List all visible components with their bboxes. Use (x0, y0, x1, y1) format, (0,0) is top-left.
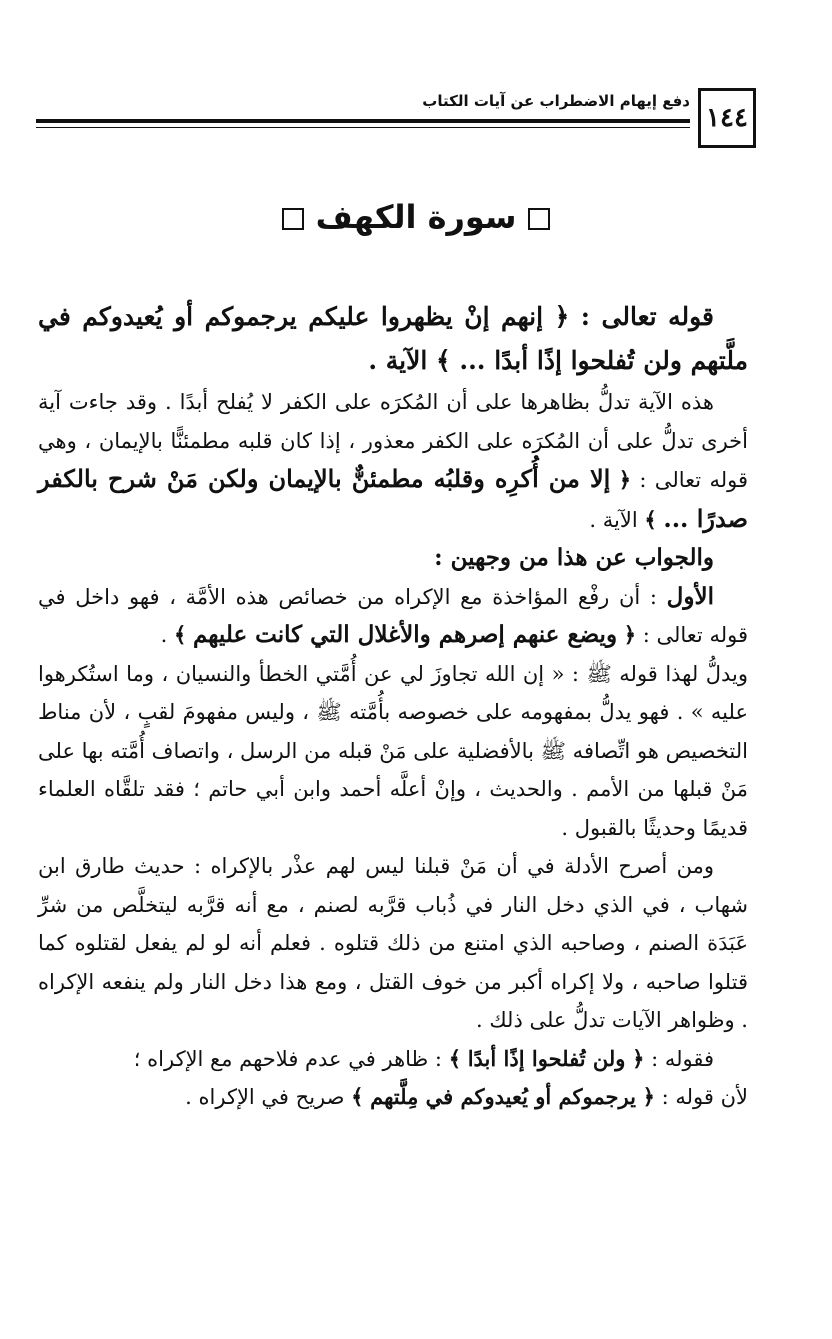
running-header: دفع إيهام الاضطراب عن آيات الكتاب (422, 92, 690, 110)
quran-verse: إلا من أُكرِه وقلبُه مطمئنٌّ بالإيمان ولكن مَنْ شرح بالكفر صدرًا ... (38, 464, 748, 533)
square-ornament-icon (282, 208, 304, 230)
quran-verse: يرجموكم أو يُعيدوكم في مِلَّتهم (370, 1084, 636, 1109)
quran-verse: إنهم إنْ يظهروا عليكم يرجموكم أو يُعيدوكم في ملَّتهم ولن تُفلحوا إذًا أبدًا ... (38, 302, 748, 375)
header-rule-thin (36, 127, 690, 128)
point-label: الأول (666, 582, 714, 610)
quran-bracket-close: ﴾ (644, 506, 657, 532)
verse-tail: : ظاهر في عدم فلاحهم مع الإكراه ؛ (133, 1046, 443, 1071)
verse-tail: . (160, 623, 168, 647)
verse-intro: لأن قوله : (661, 1085, 748, 1109)
paragraph-evidence: ومن أصرح الأدلة في أن مَنْ قبلنا ليس لهم عذْر بالإكراه : حديث طارق ابن شهاب ، في الذي دخل النار في ذُباب قرَّبه لصنم ، مع أنه قرَّبه ليتخلَّص من شرِّ عَبَدَة الصنم ، وصاحبه الذي امتنع من ذلك قتلوه . فعلم أنه لو لم يفعل لقتلوه كما قتلوا صاحبه ، ولا إكراه أكبر من خوف القتل ، ومع هذا دخل النار ولم ينفعه الإكراه . وظواهر الآيات تدلُّ على ذلك . (38, 854, 748, 1032)
paragraph-text: هذه الآية تدلُّ بظاهرها على أن المُكرَه على الكفر لا يُفلح أبدًا . وقد جاءت آية أخرى تدلُّ على أن المُكرَه على الكفر معذور ، إذا كان قلبه مطمئنًّا بالإيمان ، وهي قوله تعالى : (38, 390, 748, 492)
body-text (38, 295, 748, 1117)
page-number (698, 88, 756, 148)
quran-bracket-close: ﴾ (173, 622, 187, 647)
quran-bracket-open: ﴿ (632, 1045, 645, 1071)
paragraph-2 (38, 383, 748, 539)
chapter-title (0, 198, 832, 236)
quran-verse: ولن تُفلحوا إذًا أبدًا (467, 1045, 626, 1071)
paragraph-conclusion-2 (38, 1078, 748, 1117)
paragraph-hadith: ويدلُّ لهذا قوله ﷺ : « إن الله تجاوزَ لي عن أُمَّتي الخطأ والنسيان ، وما استُكرهوا عليه » . فهو يدلُّ بمفهومه على خصوصه بأُمَّته ﷺ ، وليس مفهومَ لقبٍ ، لأن مناط التخصيص هو اتِّصافه ﷺ بالأفضلية على مَنْ قبله من الرسل ، واتصاف أُمَّته بها على مَنْ قبلها من الأمم . والحديث ، وإنْ أعلَّه أحمد وابن أبي حاتم ؛ فقد تلقَّاه العلماء قديمًا وحديثًا بالقبول . (38, 661, 748, 840)
page-number-text: ١٤٤ (706, 103, 748, 133)
quran-bracket-open: ﴿ (642, 1084, 655, 1109)
header-rule-thick (36, 119, 690, 123)
quran-bracket-open: ﴿ (618, 467, 631, 492)
paragraph-verse-1 (38, 295, 748, 383)
quran-verse: ويضع عنهم إصرهم والأغلال التي كانت عليهم (192, 621, 618, 648)
verse-intro: قوله تعالى : (580, 302, 714, 331)
square-ornament-icon (528, 208, 550, 230)
paragraph-text: : أن رفْع المؤاخذة مع الإكراه من خصائص هذه الأمَّة ، فهو داخل في قوله تعالى : (38, 584, 748, 647)
quran-bracket-close: ﴾ (448, 1045, 462, 1071)
chapter-title-text: سورة الكهف (315, 198, 517, 236)
paragraph-conclusion-1 (38, 1040, 748, 1079)
verse-tail: الآية . (589, 507, 638, 532)
paragraph-answer-heading: والجواب عن هذا من وجهين : (434, 544, 714, 571)
quran-bracket-close: ﴾ (436, 346, 451, 375)
quran-bracket-close: ﴾ (351, 1084, 364, 1109)
verse-intro: فقوله : (651, 1046, 714, 1071)
quran-bracket-open: ﴿ (554, 302, 570, 331)
quran-bracket-open: ﴿ (623, 622, 637, 647)
verse-tail: صريح في الإكراه . (185, 1085, 345, 1109)
verse-tail: الآية . (368, 346, 428, 375)
paragraph-first-point (38, 578, 748, 655)
